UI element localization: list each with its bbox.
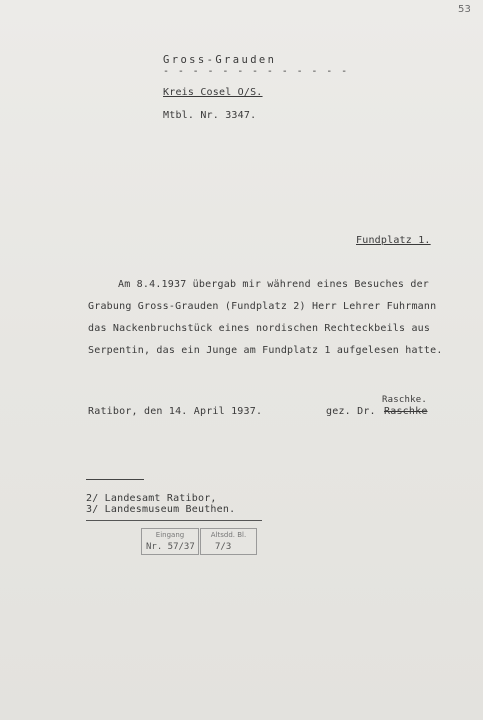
ortsakte-stamp <box>200 528 257 555</box>
title-underline-dashes: - - - - - - - - - - - - - <box>163 66 349 77</box>
distribution-item: 2/ Landesamt Ratibor, <box>86 493 217 504</box>
site-label: Fundplatz 1. <box>356 235 431 246</box>
document-title: Gross-Grauden <box>163 54 277 66</box>
place-date: Ratibor, den 14. April 1937. <box>88 406 263 417</box>
body-line: Grabung Gross-Grauden (Fundplatz 2) Herr Lehrer Fuhrmann <box>88 301 437 312</box>
underline-rule <box>86 520 262 521</box>
district-line: Kreis Cosel O/S. <box>163 87 263 98</box>
inserted-name: Raschke. <box>382 395 427 405</box>
page-number: 53 <box>458 4 472 15</box>
struck-name: Raschke <box>384 406 428 417</box>
received-stamp <box>141 528 199 555</box>
ortsakte-stamp-label: Altsdd. Bl. <box>210 531 247 539</box>
map-sheet-reference: Mtbl. Nr. 3347. <box>163 110 257 121</box>
signed-prefix: gez. Dr. <box>326 406 376 417</box>
body-line: das Nackenbruchstück eines nordischen Rechteckbeils aus <box>88 323 431 334</box>
separator-line <box>86 479 144 480</box>
distribution-item: 3/ Landesmuseum Beuthen. <box>86 504 236 515</box>
ortsakte-stamp-value: 7/3 <box>215 542 232 552</box>
body-line: Serpentin, das ein Junge am Fundplatz 1 aufgelesen hatte. <box>88 345 443 356</box>
received-stamp-value: Nr. 57/37 <box>146 542 195 552</box>
received-stamp-label: Eingang <box>155 531 185 539</box>
body-line: Am 8.4.1937 übergab mir während eines Besuches der <box>118 279 430 290</box>
